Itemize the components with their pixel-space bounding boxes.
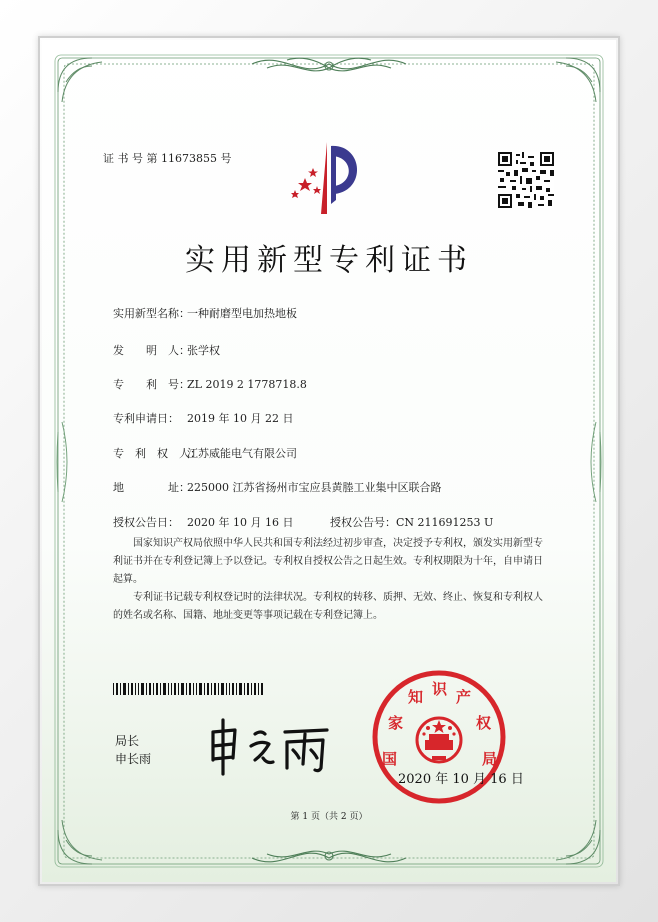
field-utility-model-name	[113, 305, 297, 321]
field-patent-number	[113, 376, 307, 392]
field-value: 江苏威能电气有限公司	[187, 447, 297, 460]
field-value: 张学权	[187, 344, 220, 357]
issue-date: 2020 年 10 月 16 日	[398, 772, 524, 787]
svg-text:国: 国	[382, 750, 398, 768]
field-application-date	[113, 410, 293, 426]
field-value: CN 211691253 U	[396, 516, 494, 529]
field-label: 专 利 权 人：	[113, 447, 201, 460]
field-publication-number	[330, 514, 493, 530]
grant-statement: 国家知识产权局依照中华人民共和国专利法经过初步审查，决定授予专利权，颁发实用新型专利证书并在专利登记簿上予以登记。专利权自授权公告之日起生效。专利权期限为十年，自申请日起算。	[113, 538, 543, 585]
field-label: 地 址：	[113, 481, 190, 494]
field-label: 专 利 号：	[113, 378, 190, 391]
certificate-title: 实用新型专利证书	[185, 243, 473, 278]
svg-text:局: 局	[482, 750, 498, 768]
svg-text:家: 家	[388, 714, 404, 732]
certificate-number: 证 书 号 第 11673855 号	[103, 152, 232, 165]
field-value: 2019 年 10 月 22 日	[187, 412, 294, 425]
director-signature	[205, 712, 335, 782]
field-inventor	[113, 342, 220, 358]
field-label: 专利申请日：	[113, 412, 179, 425]
field-value: 225000 江苏省扬州市宝应县黄塍工业集中区联合路	[187, 481, 442, 494]
barcode	[113, 683, 263, 695]
field-label: 发 明 人：	[113, 344, 190, 357]
field-value: 2020 年 10 月 16 日	[187, 516, 294, 529]
director-name: 申长雨	[115, 752, 152, 766]
field-grant-date	[113, 514, 293, 530]
cnipa-logo-icon	[283, 132, 373, 222]
field-label: 授权公告日：	[113, 516, 179, 529]
field-label: 实用新型名称：	[113, 307, 190, 320]
field-value: 一种耐磨型电加热地板	[187, 307, 297, 320]
field-patentee	[113, 445, 297, 461]
svg-text:权: 权	[476, 714, 492, 732]
field-label: 授权公告号：	[330, 516, 396, 529]
svg-text:识: 识	[432, 680, 448, 698]
qr-code-icon	[498, 152, 554, 208]
svg-text:知: 知	[408, 688, 424, 706]
field-value: ZL 2019 2 1778718.8	[187, 378, 307, 391]
field-address	[113, 479, 442, 495]
legal-status-statement: 专利证书记载专利权登记时的法律状况。专利权的转移、质押、无效、终止、恢复和专利权人的姓名或名称、国籍、地址变更等事项记载在专利登记簿上。	[113, 592, 543, 621]
page-number: 第 1 页（共 2 页）	[290, 812, 368, 822]
svg-text:产: 产	[456, 688, 472, 706]
director-title: 局长	[115, 734, 140, 748]
national-emblem-icon	[417, 718, 461, 762]
